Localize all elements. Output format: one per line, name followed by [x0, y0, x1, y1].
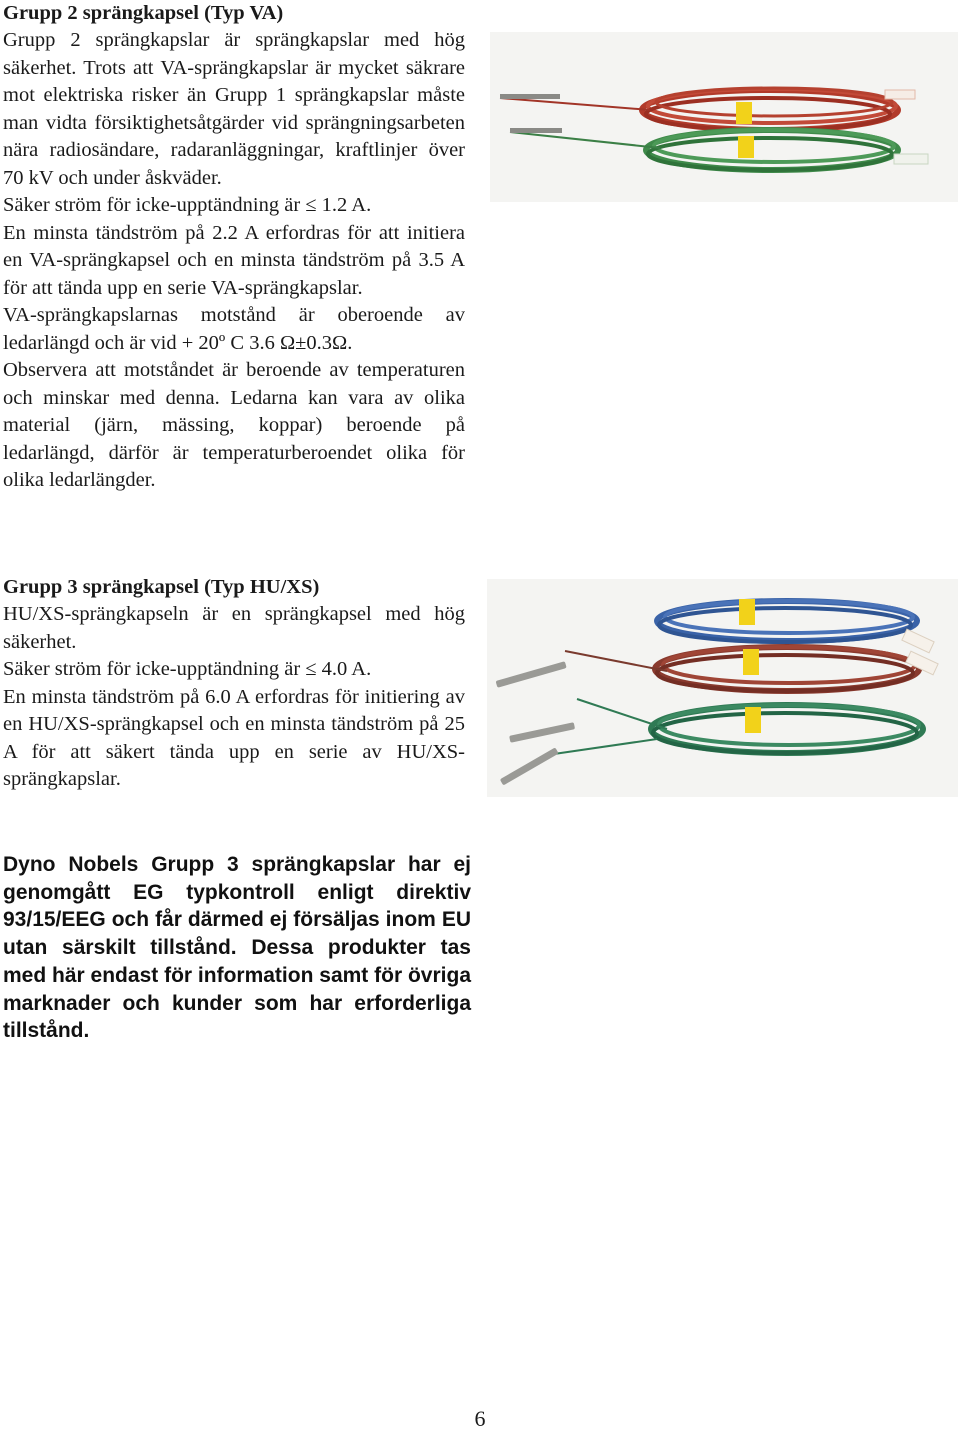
section-grupp-2: [3, 0, 465, 495]
section-heading: Grupp 2 sprängkapsel (Typ VA): [3, 2, 284, 24]
paragraph: Grupp 2 sprängkapslar är sprängkapslar med hög säkerhet. Trots att VA-sprängkapslar är mycket säkrare mot elektriska risker än Grupp 1 sprängkapslar måste man vidta försiktighetsåtgärder vid sprängningsarbeten nära radiosändare, radaranläggningar, kraftlinjer över 70 kV och under åskväder.: [3, 29, 465, 189]
paragraph: HU/XS-sprängkapseln är en sprängkapsel med hög säkerhet.: [3, 603, 465, 653]
notice-text: Dyno Nobels Grupp 3 sprängkapslar har ej genomgått EG typkontroll enligt direktiv 93/15/EEG och får därmed ej försäljas inom EU utan särskilt tillstånd. Dessa produkter tas med här endast för information samt för övriga marknader och kunder som har erforderliga tillstånd.: [3, 853, 471, 1043]
paragraph: En minsta tändström på 6.0 A erfordras för initiering av en HU/XS-sprängkapsel och en minsta tändström på 25 A för att säkert tända upp en serie av HU/XS-sprängkapslar.: [3, 685, 465, 790]
detonator-wires-illustration: [490, 32, 958, 202]
section-grupp-3: [3, 574, 465, 794]
photo-va-detonators: [490, 32, 958, 202]
paragraph: Säker ström för icke-upptändning är ≤ 1.2 A.: [3, 194, 372, 216]
paragraph: En minsta tändström på 2.2 A erfordras för att initiera en VA-sprängkapsel och en minsta tändström på 3.5 A för att tända upp en serie VA-sprängkapslar.: [3, 221, 465, 299]
detonator-wires-illustration: [487, 579, 958, 797]
photo-hu-xs-detonators: [487, 579, 958, 797]
paragraph: Säker ström för icke-upptändning är ≤ 4.0 A.: [3, 658, 372, 680]
page-number: 6: [474, 1406, 486, 1431]
paragraph: Observera att motståndet är beroende av temperaturen och minskar med denna. Ledarna kan vara av olika material (järn, mässing, koppar) beroende på ledarlängd, därför är temperaturberoendet olika för olika ledarlängder.: [3, 359, 465, 491]
paragraph: VA-sprängkapslarnas motstånd är oberoende av ledarlängd och är vid + 20º C 3.6 Ω±0.3Ω.: [3, 304, 465, 354]
section-heading: Grupp 3 sprängkapsel (Typ HU/XS): [3, 576, 320, 598]
